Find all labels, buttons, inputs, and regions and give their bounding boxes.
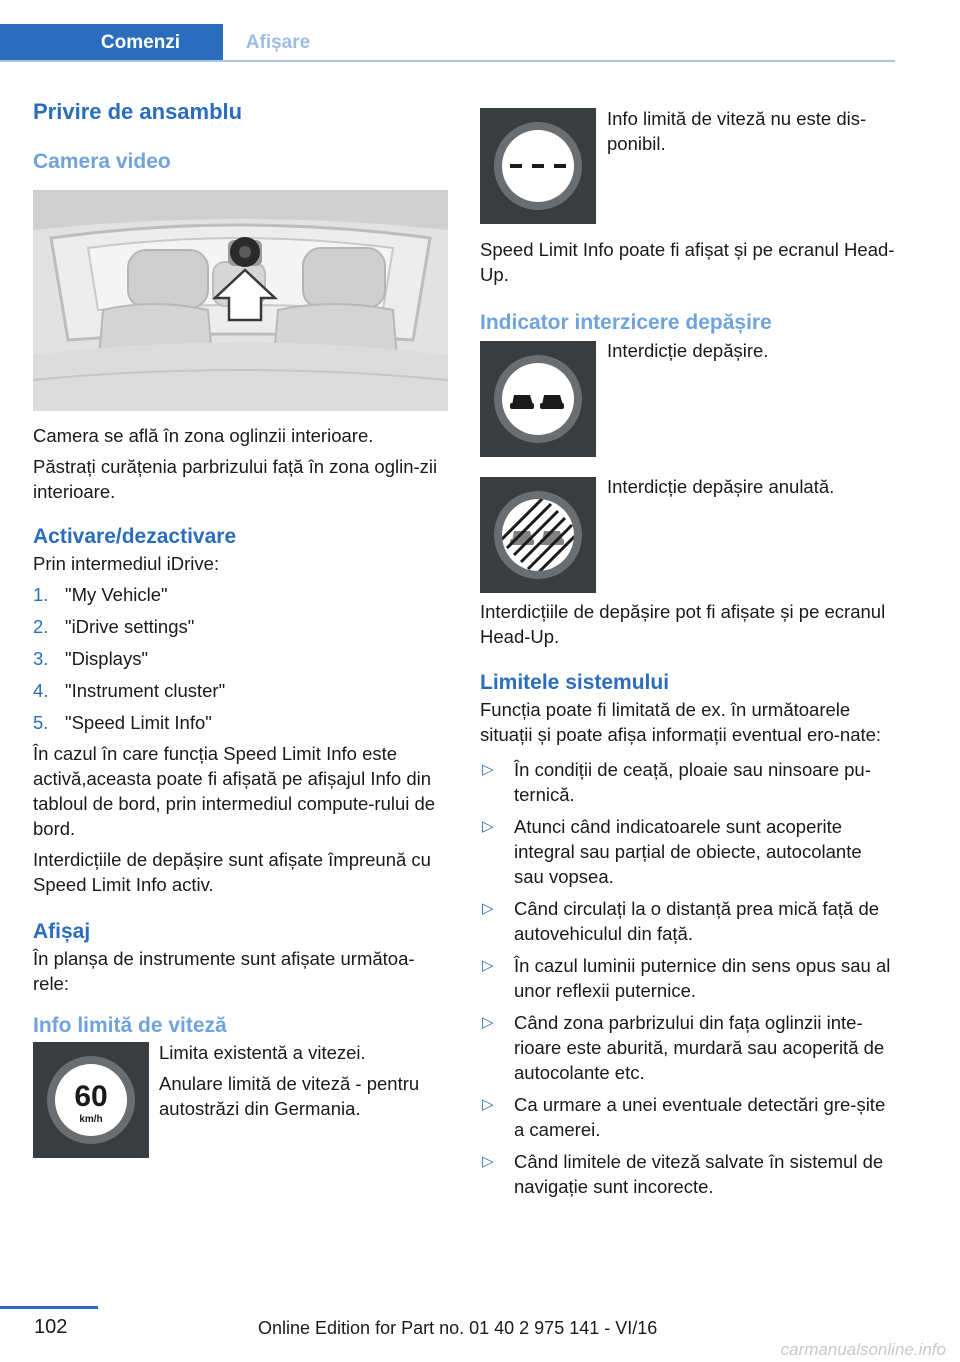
svg-text:60: 60 [74,1080,108,1113]
tab-afisare[interactable]: Afișare [245,32,311,53]
camera-text-2: Păstrați curățenia parbrizului față în zona oglin-zii interioare. [33,456,438,502]
list-item: ▷ Când limitele de viteză salvate în sistemul de navigație sunt incorecte. [482,1151,884,1197]
triangle-bullet-icon: ▷ [482,900,494,917]
dashes-icon [480,108,596,224]
overtake-row [480,339,895,461]
page-number: 102 [34,1316,68,1338]
limits-heading: Limitele sistemului [480,671,670,694]
overtake-heading: Indicator interzicere depășire [480,311,772,334]
speed-60-icon [33,1042,149,1158]
triangle-bullet-icon: ▷ [482,1153,494,1170]
display-text: În planșa de instrumente sunt afișate următoa-rele: [33,948,415,994]
watermark: carmanualsonline.info [780,1340,946,1359]
speed-text-2: Anulare limită de viteză - pentru autostrăzi din Germania. [159,1073,420,1119]
activation-text-2: Interdicțiile de depășire sunt afișate împreună cu Speed Limit Info activ. [33,849,431,895]
list-item: ▷ Ca urmare a unei eventuale detectări gre-șite a camerei. [482,1094,886,1140]
camera-text-1: Camera se află în zona oglinzii interioare. [33,425,374,446]
activation-heading: Activare/dezactivare [33,525,237,548]
page-number-rule [0,1306,98,1309]
unavailable-row [480,106,895,224]
edition-footer: Online Edition for Part no. 01 40 2 975 141 - VI/16 [258,1318,658,1338]
list-item: ▷ Când circulați la o distanță prea mică față de autovehiculul din față. [482,898,880,944]
overtake-text-2: Interdicție depășire anulată. [607,476,835,497]
no-overtaking-sign [480,341,596,457]
list-item: ▷ Atunci când indicatoarele sunt acoperite integral sau parțial de obiecte, autocolante sau vopsea. [482,816,862,887]
unavailable-text: Info limită de viteză nu este dis-ponibil. [607,108,867,154]
overtaking-end-sign [480,477,596,593]
left-column [33,98,448,1158]
list-item: ▷ În condiții de ceață, ploaie sau ninsoare pu-ternică. [482,759,871,805]
speed-limit-description [159,1040,449,1121]
speed-info-heading: Info limită de viteză [33,1014,227,1037]
overtake-cancel-row [480,475,895,599]
section-title: Privire de ansamblu [33,99,243,124]
speed-unavailable-sign [480,108,596,224]
step-item: 2. "iDrive settings" [33,616,195,637]
list-item: ▷ În cazul luminii puternice din sens opus sau al unor reflexii puternice. [482,955,891,1001]
chapter-tabbar [0,24,895,62]
headup-text: Speed Limit Info poate fi afișat și pe ecranul Head-Up. [480,239,895,285]
triangle-bullet-icon: ▷ [482,1014,494,1031]
step-item: 5. "Speed Limit Info" [33,712,212,733]
triangle-bullet-icon: ▷ [482,761,494,778]
no-overtaking-icon [480,341,596,457]
speed-limit-row [33,1040,448,1158]
display-heading: Afișaj [33,920,91,943]
limits-list [480,757,895,1199]
overtake-text-3: Interdicțiile de depășire pot fi afișate și pe ecranul Head-Up. [480,601,886,647]
triangle-bullet-icon: ▷ [482,818,494,835]
step-item: 1. "My Vehicle" [33,584,168,605]
camera-location-photo [33,190,448,411]
overtake-text-1: Interdicție depășire. [607,340,769,361]
speed-limit-60-sign [33,1042,149,1158]
right-column [480,106,895,1206]
list-item: ▷ Când zona parbrizului din fața oglinzii inte-rioare este aburită, murdară sau acoperită de autocolante etc. [482,1012,885,1083]
camera-heading: Camera video [33,150,171,173]
speed-text-1: Limita existentă a vitezei. [159,1042,366,1063]
limits-intro: Funcția poate fi limitată de ex. în următoarele situații și poate afișa informații eventual ero-nate: [480,699,882,745]
activation-text-1: În cazul în care funcția Speed Limit Info este activă,aceasta poate fi afișată pe afișajul Info din tabloul de bord, prin intermediul compute-rului de bord. [33,743,436,839]
tab-comenzi[interactable]: Comenzi [0,24,223,60]
overtaking-end-icon [480,477,596,593]
svg-text:km/h: km/h [79,1114,103,1125]
triangle-bullet-icon: ▷ [482,1096,494,1113]
car-interior-illustration [33,190,448,411]
triangle-bullet-icon: ▷ [482,957,494,974]
activation-intro: Prin intermediul iDrive: [33,553,220,574]
step-item: 4. "Instrument cluster" [33,680,226,701]
activation-steps [33,579,448,739]
step-item: 3. "Displays" [33,648,149,669]
